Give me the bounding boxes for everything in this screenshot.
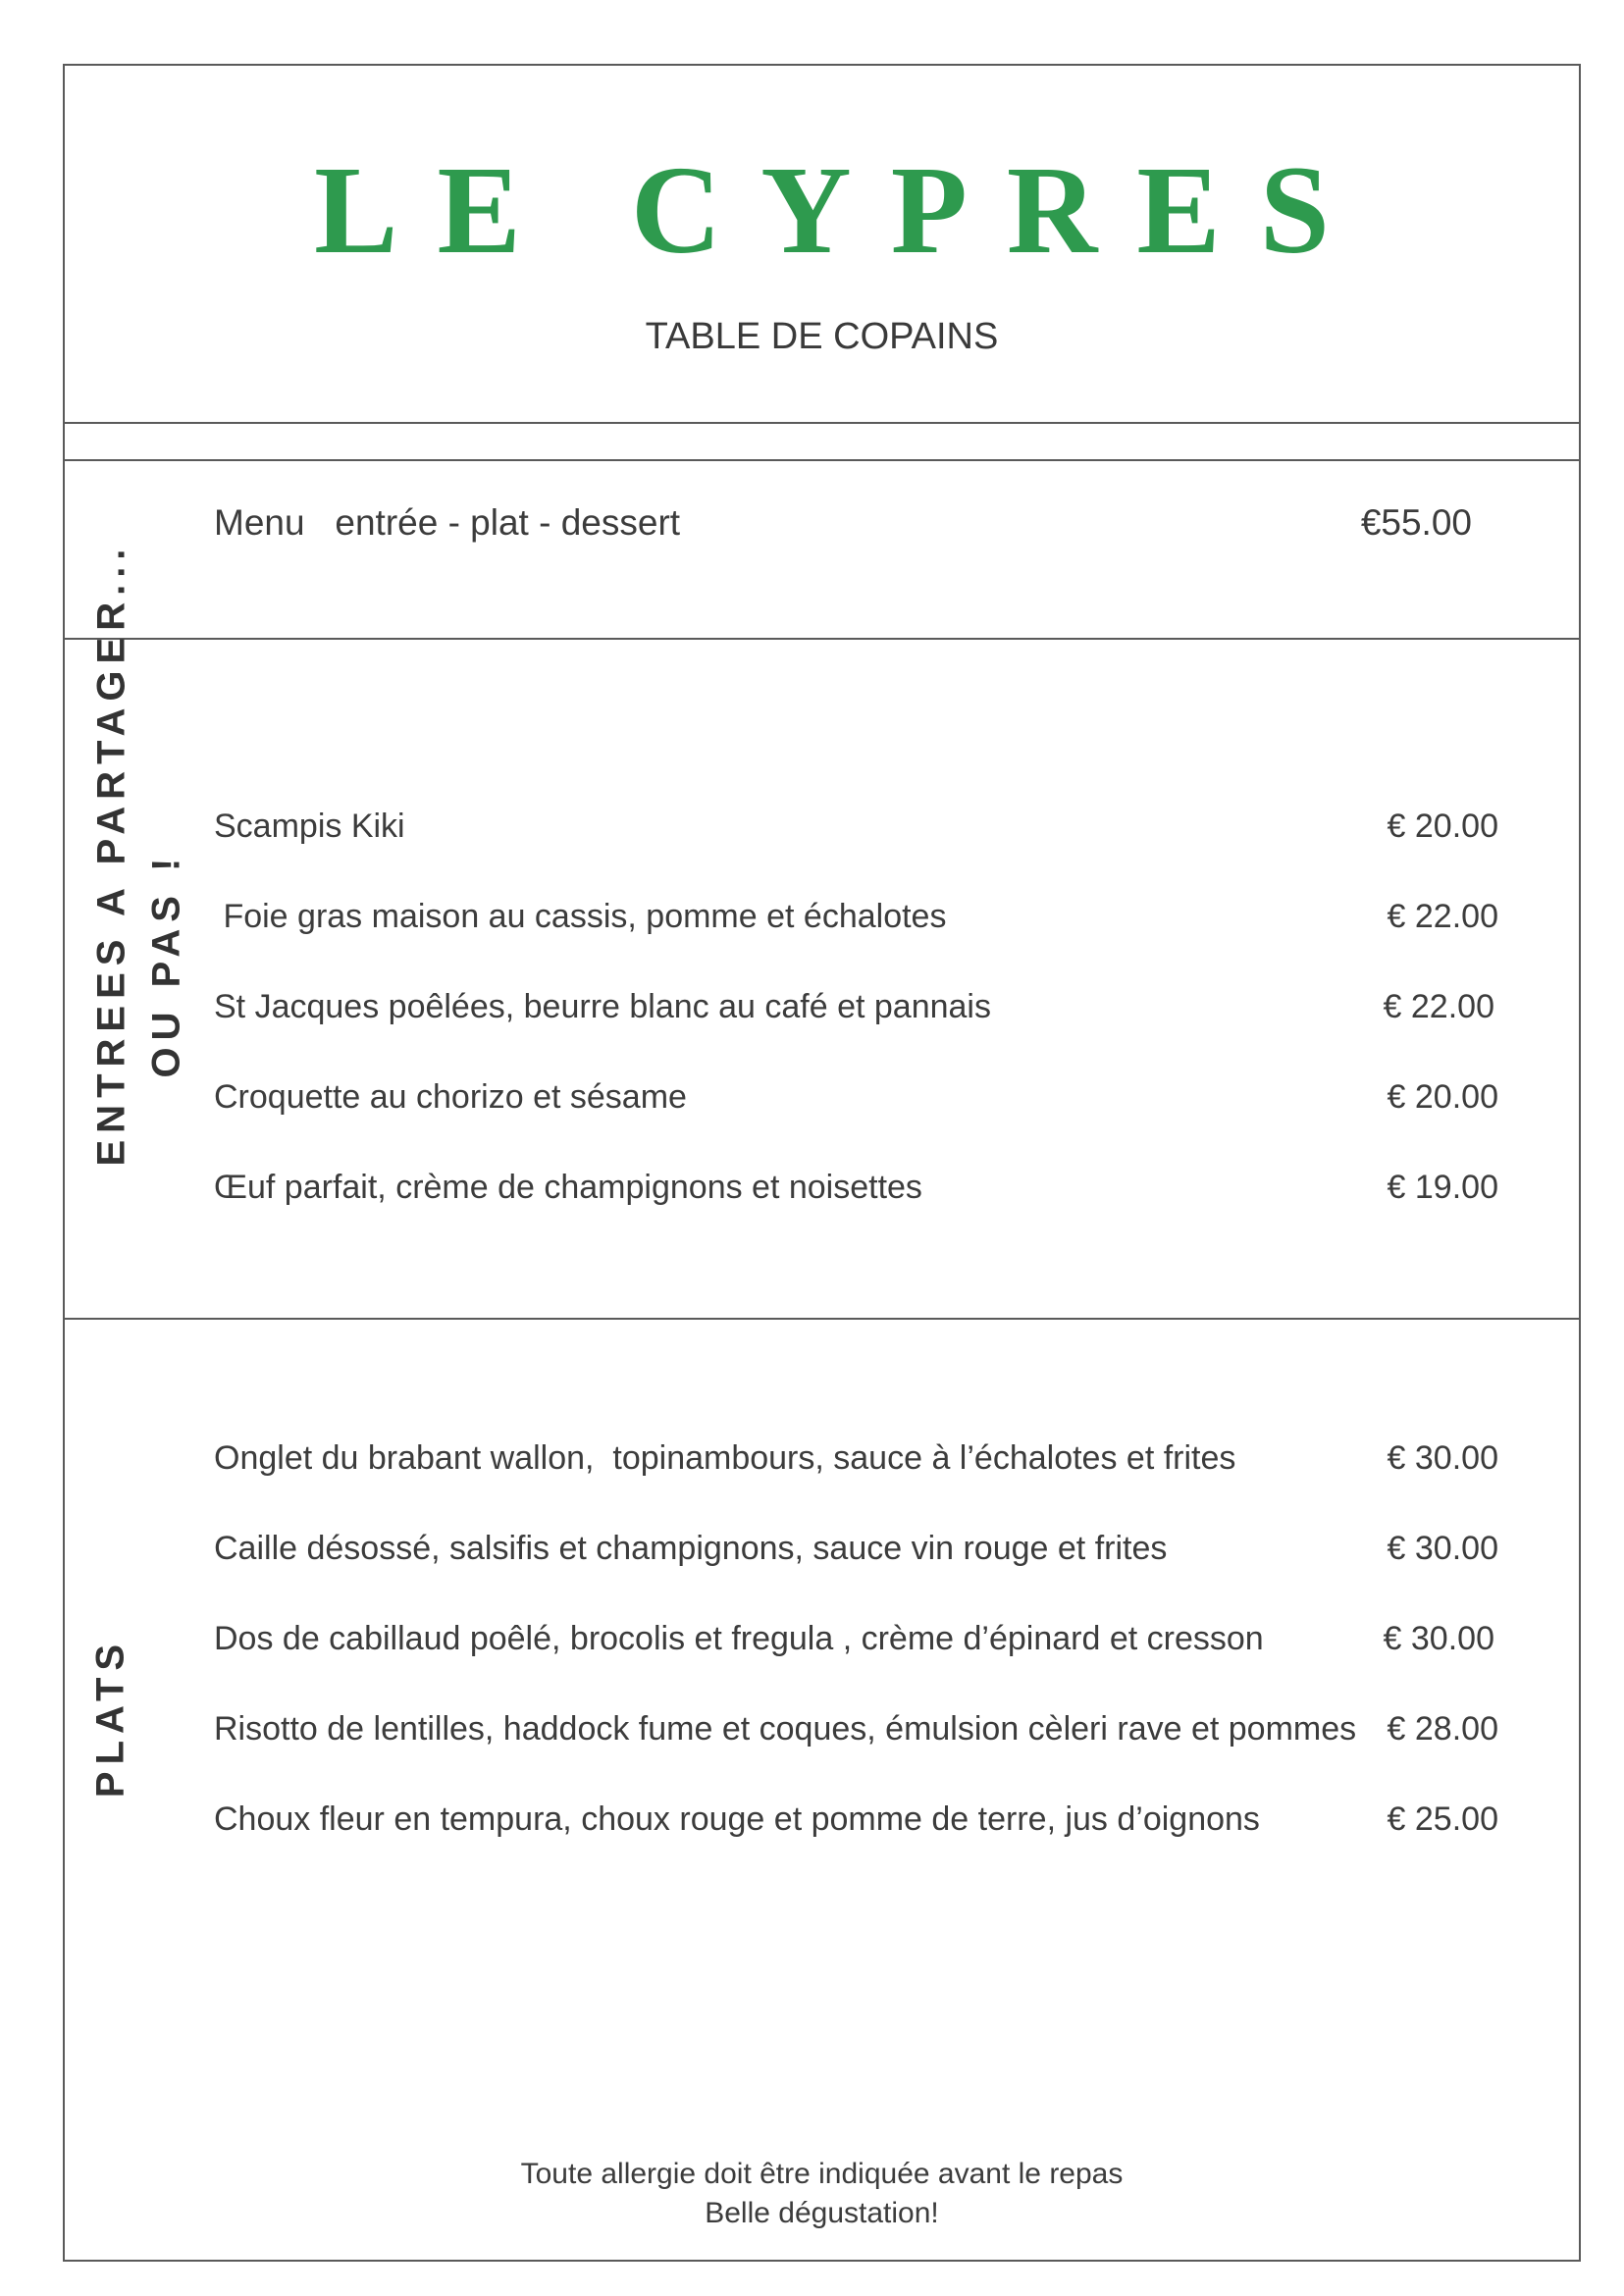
plat-item [214,1530,1498,1575]
restaurant-subtitle: TABLE DE COPAINS [645,316,999,357]
entree-item [214,808,1498,853]
plat-item [214,1620,1498,1665]
dish-price: € 30.00 [1383,1620,1494,1657]
dish-price: € 30.00 [1387,1439,1498,1477]
dish-name: Croquette au chorizo et sésame [214,1078,687,1116]
footer-greeting: Belle dégustation! [705,2197,939,2229]
menu-formula-price: €55.00 [1360,502,1472,543]
entree-item [214,1169,1498,1214]
dish-name: Onglet du brabant wallon, topinambours, sauce à l’échalotes et frites [214,1439,1236,1477]
divider [63,459,1581,461]
divider [63,638,1581,640]
dish-price: € 20.00 [1387,1078,1498,1116]
restaurant-title: LE CYPRES [314,140,1369,280]
dish-price: € 22.00 [1383,988,1494,1025]
entrees-section-sublabel: OU PAS ! [144,851,188,1078]
plat-item [214,1800,1498,1846]
divider [63,1318,1581,1320]
dish-name: Scampis Kiki [214,808,405,845]
plats-section-label: PLATS [88,1637,132,1799]
divider [63,422,1581,424]
plat-item [214,1710,1498,1755]
entree-item [214,898,1498,943]
dish-name: Risotto de lentilles, haddock fume et coques, émulsion cèleri rave et pommes [214,1710,1357,1748]
dish-price: € 20.00 [1387,808,1498,845]
menu-frame [63,64,1581,2262]
dish-price: € 30.00 [1387,1530,1498,1567]
menu-formula-label: Menu entrée - plat - dessert [214,502,681,543]
dish-price: € 28.00 [1387,1710,1498,1748]
dish-price: € 22.00 [1387,898,1498,935]
dish-name: Œuf parfait, crème de champignons et noisettes [214,1169,922,1206]
entree-item [214,988,1498,1033]
footer-allergy-note: Toute allergie doit être indiquée avant le repas [520,2158,1124,2190]
dish-name: Dos de cabillaud poêlé, brocolis et fregula , crème d’épinard et cresson [214,1620,1264,1657]
plat-item [214,1439,1498,1485]
entree-item [214,1078,1498,1123]
dish-name: Choux fleur en tempura, choux rouge et pomme de terre, jus d’oignons [214,1800,1260,1838]
dish-name: Caille désossé, salsifis et champignons, sauce vin rouge et frites [214,1530,1168,1567]
dish-name: Foie gras maison au cassis, pomme et échalotes [214,898,947,935]
dish-name: St Jacques poêlées, beurre blanc au café et pannais [214,988,991,1025]
dish-price: € 19.00 [1387,1169,1498,1206]
entrees-section-label: ENTREES A PARTAGER... [89,542,133,1167]
dish-price: € 25.00 [1387,1800,1498,1838]
